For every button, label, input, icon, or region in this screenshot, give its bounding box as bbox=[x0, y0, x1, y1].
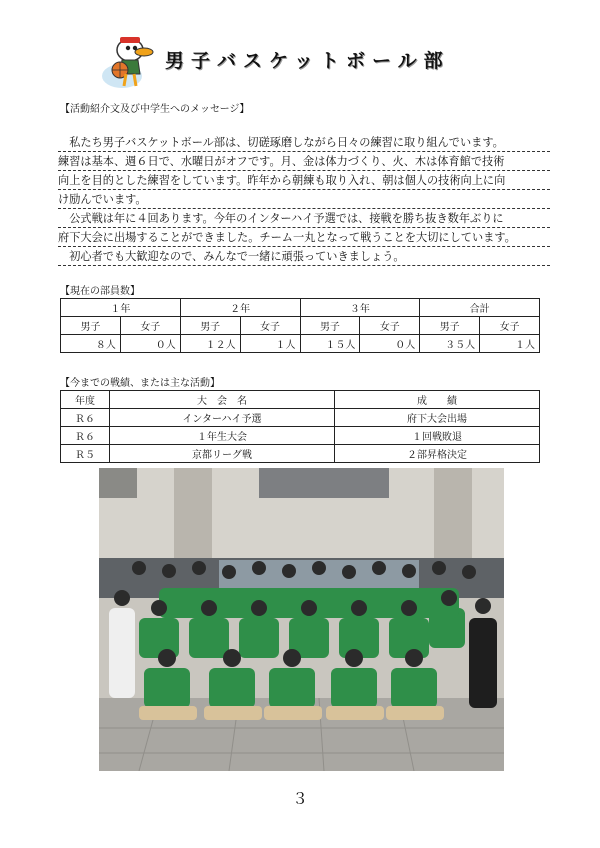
member-count: １人 bbox=[480, 335, 540, 353]
record-result: １回戦敗退 bbox=[335, 427, 540, 445]
members-table bbox=[60, 298, 540, 353]
year-header: 合計 bbox=[420, 299, 540, 317]
col-header-year: 年度 bbox=[61, 391, 110, 409]
table-row bbox=[61, 427, 540, 445]
record-tournament: インターハイ予選 bbox=[110, 409, 335, 427]
boys-label: 男子 bbox=[300, 317, 360, 335]
message-body bbox=[58, 134, 550, 267]
record-table bbox=[60, 390, 540, 463]
table-row bbox=[61, 445, 540, 463]
record-tournament: 京都リーグ戦 bbox=[110, 445, 335, 463]
record-tournament: １年生大会 bbox=[110, 427, 335, 445]
message-line: 府下大会に出場することができました。チーム一丸となって戦うことを大切にしています。 bbox=[58, 229, 550, 247]
members-gender-row bbox=[61, 317, 540, 335]
message-line: 初心者でも大歓迎なので、みんなで一緒に頑張っていきましょう。 bbox=[58, 248, 550, 266]
year-header: ２年 bbox=[180, 299, 300, 317]
message-line: け励んでいます。 bbox=[58, 191, 550, 209]
col-header-result: 成 績 bbox=[335, 391, 540, 409]
col-header-tournament: 大 会 名 bbox=[110, 391, 335, 409]
page-title: 男子バスケットボール部 bbox=[165, 50, 450, 72]
record-year: Ｒ６ bbox=[61, 427, 110, 445]
member-count: １５人 bbox=[300, 335, 360, 353]
members-year-row bbox=[61, 299, 540, 317]
record-header-row bbox=[61, 391, 540, 409]
message-line: 私たち男子バスケットボール部は、切磋琢磨しながら日々の練習に取り組んでいます。 bbox=[58, 134, 550, 152]
boys-label: 男子 bbox=[61, 317, 121, 335]
mascot-logo bbox=[98, 28, 162, 92]
member-count: ８人 bbox=[61, 335, 121, 353]
record-year: Ｒ５ bbox=[61, 445, 110, 463]
members-count-row bbox=[61, 335, 540, 353]
message-line: 練習は基本、週６日で、水曜日がオフです。月、金は体力づくり、火、木は体育館で技術 bbox=[58, 153, 550, 171]
record-result: 府下大会出場 bbox=[335, 409, 540, 427]
member-count: ０人 bbox=[360, 335, 420, 353]
member-count: １人 bbox=[240, 335, 300, 353]
members-section-label: 【現在の部員数】 bbox=[60, 286, 140, 297]
record-year: Ｒ６ bbox=[61, 409, 110, 427]
year-header: １年 bbox=[61, 299, 181, 317]
record-section-label: 【今までの戦績、または主な活動】 bbox=[60, 378, 220, 389]
message-line: 公式戦は年に４回あります。今年のインターハイ予選では、接戦を勝ち抜き数年ぶりに bbox=[58, 210, 550, 228]
page-number: ３ bbox=[291, 789, 308, 808]
girls-label: 女子 bbox=[120, 317, 180, 335]
boys-label: 男子 bbox=[420, 317, 480, 335]
member-count: ３５人 bbox=[420, 335, 480, 353]
year-header: ３年 bbox=[300, 299, 420, 317]
table-row bbox=[61, 409, 540, 427]
member-count: １２人 bbox=[180, 335, 240, 353]
member-count: ０人 bbox=[120, 335, 180, 353]
team-photo bbox=[99, 468, 504, 771]
boys-label: 男子 bbox=[180, 317, 240, 335]
girls-label: 女子 bbox=[360, 317, 420, 335]
message-line: 向上を目的とした練習をしています。昨年から朝練も取り入れ、朝は個人の技術向上に向 bbox=[58, 172, 550, 190]
record-result: ２部昇格決定 bbox=[335, 445, 540, 463]
girls-label: 女子 bbox=[240, 317, 300, 335]
message-section-label: 【活動紹介文及び中学生へのメッセージ】 bbox=[60, 104, 250, 115]
girls-label: 女子 bbox=[480, 317, 540, 335]
